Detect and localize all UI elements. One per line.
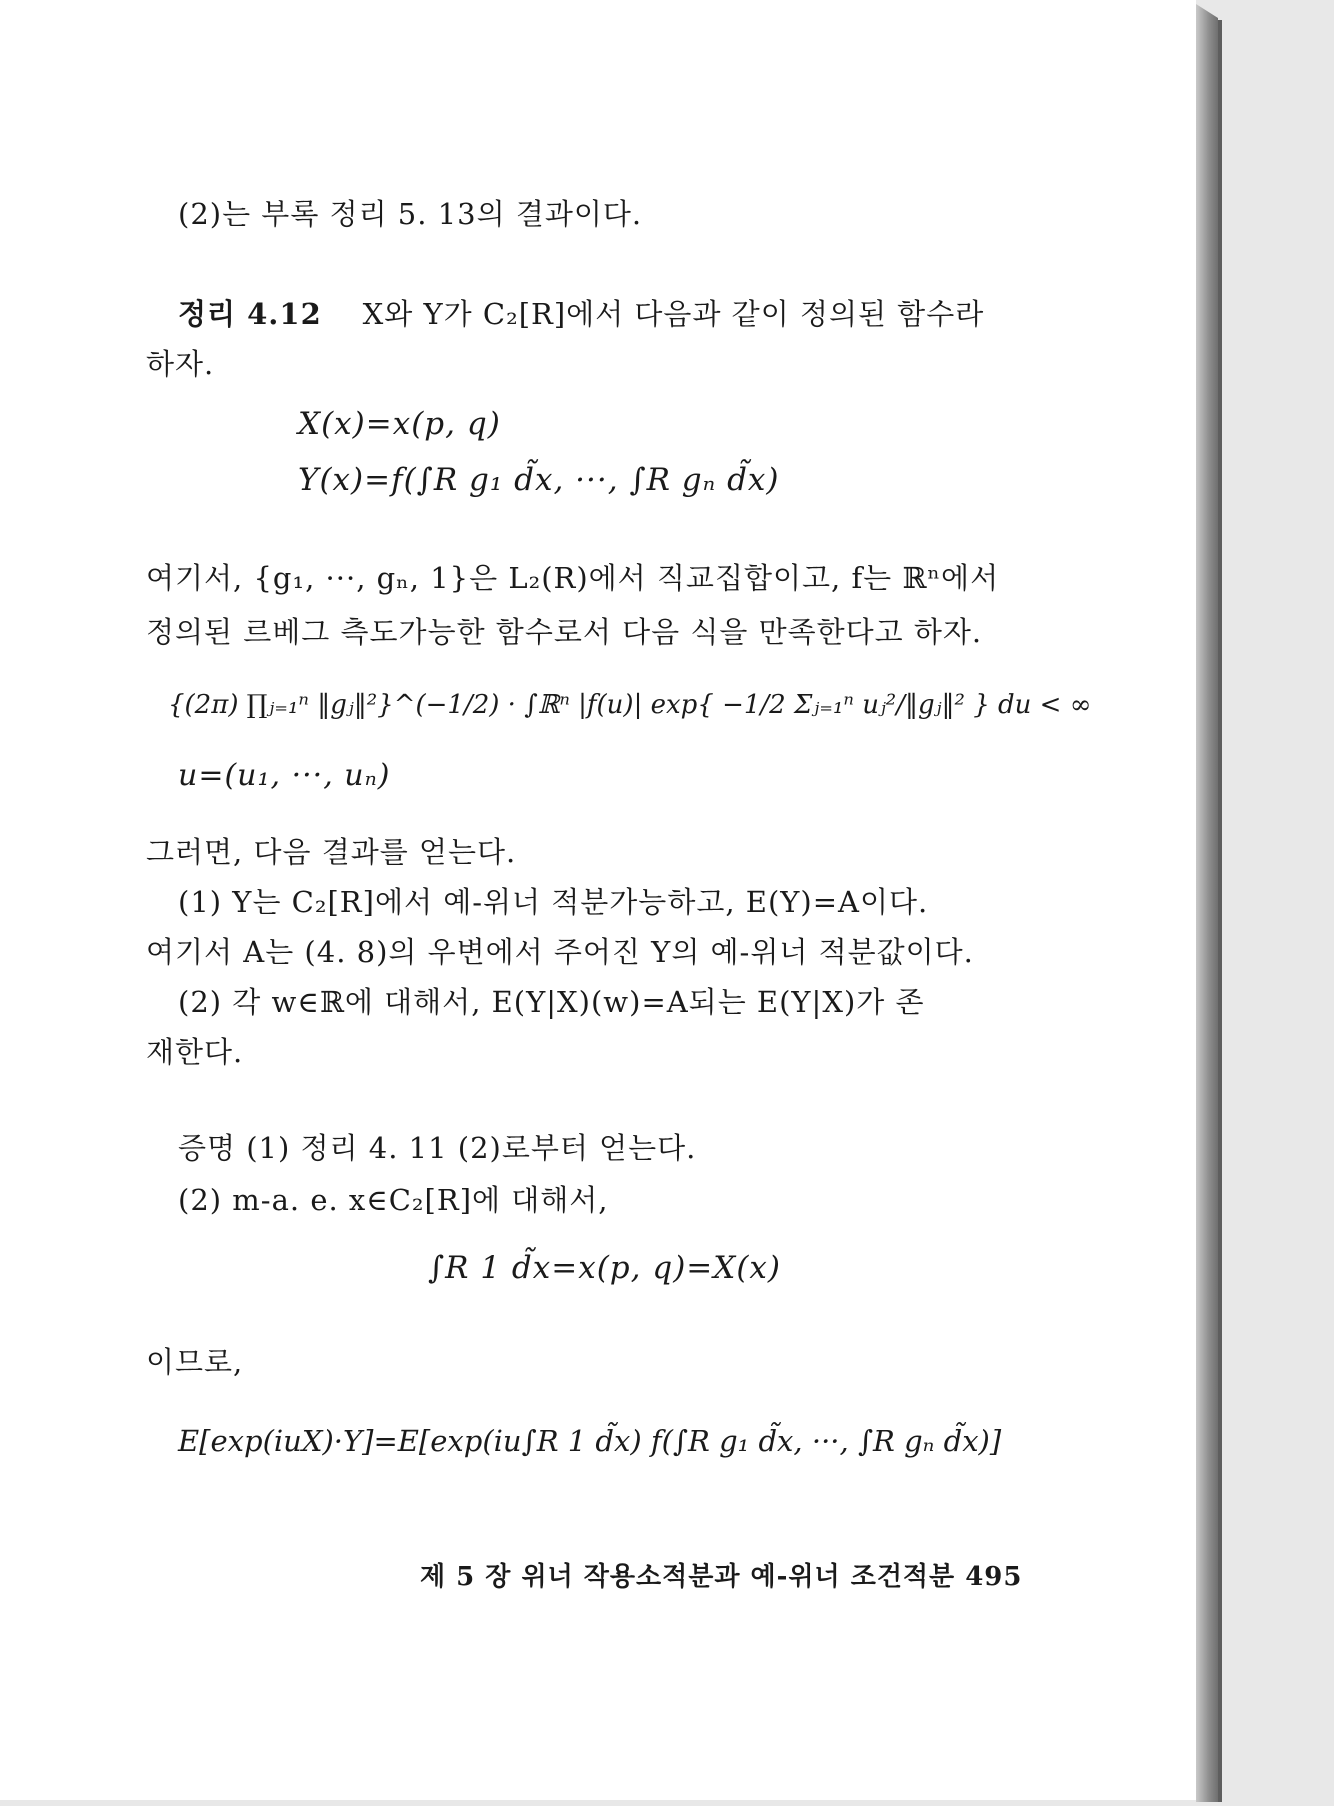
proof-text-2: (2) m-a. e. x∈C₂[R]에 대해서, [178, 1183, 609, 1217]
equation-x-def [298, 406, 501, 442]
footer-text: 제 5 장 위너 작용소적분과 예-위너 조건적분 495 [420, 1562, 1023, 1592]
page-shadow [1218, 20, 1222, 1802]
where-text-2: 정의된 르베그 측도가능한 함수로서 다음 식을 만족한다고 하자. [146, 615, 983, 649]
equation-condition-text: {(2π) ∏ⱼ₌₁ⁿ ‖gⱼ‖²}^(−1/2) · ∫ℝⁿ |f(u)| exp{ −1/2 Σⱼ₌₁ⁿ uⱼ²/‖gⱼ‖² } du < ∞ [168, 690, 1092, 720]
theorem-line-2 [146, 342, 214, 383]
equation-condition [168, 690, 1091, 720]
then-line [146, 830, 516, 871]
therefore-line [146, 1340, 243, 1381]
result-2-line-1 [178, 980, 925, 1021]
equation-u-def [178, 758, 390, 793]
paragraph-1-text: (2)는 부록 정리 5. 13의 결과이다. [178, 197, 643, 231]
then-text: 그러면, 다음 결과를 얻는다. [146, 835, 517, 869]
theorem-text-1: X와 Y가 C₂[R]에서 다음과 같이 정의된 함수라 [362, 297, 985, 331]
equation-integral-one [428, 1250, 781, 1286]
result-1-text-1: (1) Y는 C₂[R]에서 예-위너 적분가능하고, E(Y)=A이다. [178, 885, 929, 919]
where-line-2 [146, 610, 982, 651]
equation-u-def-text: u=(u₁, ···, uₙ) [178, 758, 391, 793]
equation-y-def [298, 462, 779, 498]
therefore-text: 이므로, [146, 1345, 244, 1379]
running-footer [420, 1556, 1023, 1593]
where-text-1: 여기서, {g₁, ···, gₙ, 1}은 L₂(R)에서 직교집합이고, f는 ℝⁿ에서 [146, 561, 1000, 595]
result-1-line-2 [146, 930, 974, 971]
equation-expectation-text: E[exp(iuX)·Y]=E[exp(iu∫R 1 d̃x) f(∫R g₁ d̃x, ···, ∫R gₙ d̃x)] [178, 1424, 1002, 1458]
result-1-line-1 [178, 880, 928, 921]
equation-y-def-text: Y(x)=f(∫R g₁ d̃x, ···, ∫R gₙ d̃x) [298, 462, 780, 498]
result-1-text-2: 여기서 A는 (4. 8)의 우변에서 주어진 Y의 예-위너 적분값이다. [146, 935, 974, 969]
result-2-text-2: 재한다. [146, 1035, 244, 1069]
result-2-text-1: (2) 각 w∈ℝ에 대해서, E(Y|X)(w)=A되는 E(Y|X)가 존 [178, 985, 925, 1019]
equation-x-def-text: X(x)=x(p, q) [298, 406, 501, 442]
proof-text-1: 증명 (1) 정리 4. 11 (2)로부터 얻는다. [178, 1131, 697, 1165]
equation-expectation [178, 1424, 1001, 1458]
equation-integral-one-text: ∫R 1 d̃x=x(p, q)=X(x) [428, 1250, 782, 1286]
where-line-1 [146, 556, 999, 597]
proof-line-1 [178, 1126, 696, 1167]
proof-line-2 [178, 1178, 609, 1219]
theorem-label: 정리 4.12 [178, 297, 322, 331]
page-edge [1196, 4, 1218, 1802]
paragraph-1 [178, 192, 642, 233]
theorem-line-1 [178, 292, 984, 333]
result-2-line-2 [146, 1030, 243, 1071]
theorem-text-2: 하자. [146, 347, 215, 381]
